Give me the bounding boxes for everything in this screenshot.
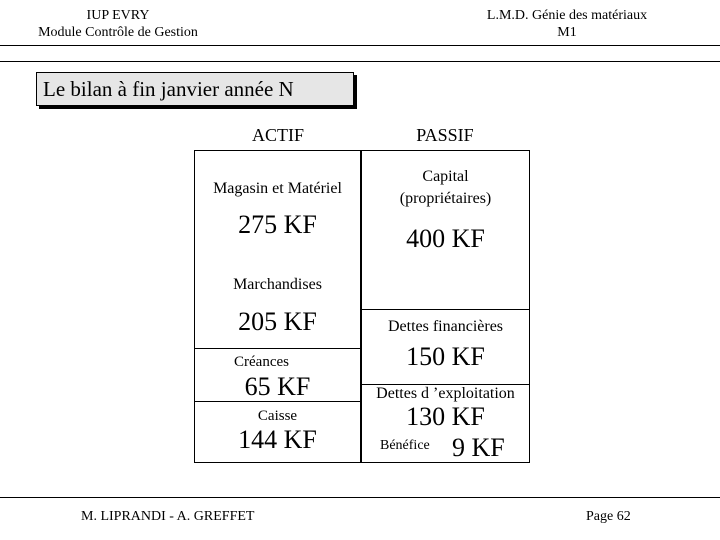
header-school: IUP EVRY	[86, 8, 150, 23]
marchandises-value: 205 KF	[238, 307, 317, 336]
header-rule-bottom	[0, 61, 720, 62]
header-level: M1	[557, 25, 577, 40]
dettes-exploitation-label: Dettes d ’exploitation	[376, 385, 515, 402]
magasin-value: 275 KF	[238, 210, 317, 239]
marchandises-label: Marchandises	[233, 276, 322, 293]
column-actif: ACTIF	[251, 125, 304, 145]
caisse-value: 144 KF	[238, 425, 317, 454]
header-left	[20, 7, 216, 41]
capital-value: 400 KF	[406, 224, 485, 253]
benefice-label: Bénéfice	[380, 438, 430, 453]
caisse-label: Caisse	[257, 408, 298, 424]
footer-rule	[0, 497, 720, 498]
capital-label-line1: Capital	[422, 168, 469, 185]
dettes-financieres-value: 150 KF	[406, 342, 485, 371]
dettes-financieres-label: Dettes financières	[387, 318, 504, 335]
footer-authors: M. LIPRANDI - A. GREFFET	[81, 509, 255, 524]
header-right	[466, 7, 668, 41]
header-rule-top	[0, 45, 720, 46]
header-module: Module Contrôle de Gestion	[38, 25, 198, 40]
creances-label: Créances	[234, 354, 289, 370]
magasin-label: Magasin et Matériel	[213, 180, 342, 197]
capital-label-line2: (propriétaires)	[399, 190, 492, 207]
benefice-value: 9 KF	[452, 433, 505, 462]
footer-page-number: Page 62	[586, 509, 631, 524]
column-passif: PASSIF	[416, 125, 474, 145]
page-title: Le bilan à fin janvier année N	[36, 72, 354, 106]
creances-value: 65 KF	[244, 372, 311, 401]
dettes-exploitation-value: 130 KF	[406, 402, 485, 431]
header-program: L.M.D. Génie des matériaux	[486, 8, 648, 23]
